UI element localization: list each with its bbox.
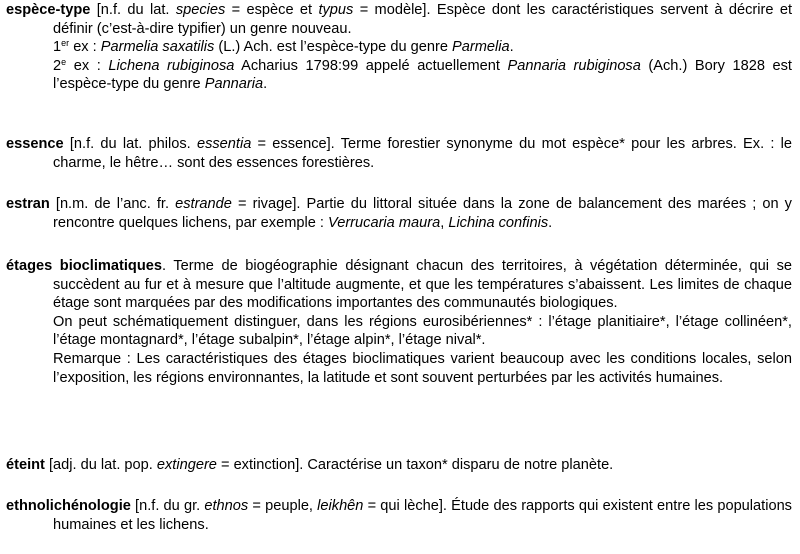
text-run: 1 xyxy=(53,39,62,56)
italic-term: Parmelia xyxy=(452,39,510,56)
text-run: [n.f. du gr. xyxy=(130,498,205,514)
text-run: ex : xyxy=(69,39,101,56)
italic-term: typus xyxy=(318,2,354,18)
italic-term: Pannaria rubiginosa xyxy=(507,57,641,74)
italic-term: Parmelia saxatilis xyxy=(100,39,215,56)
entry-definition xyxy=(6,257,792,313)
entry-term: ethnolichénologie xyxy=(6,498,131,514)
entry-definition xyxy=(6,195,792,232)
text-run: = espèce et xyxy=(225,2,319,18)
entry-term: étages bioclimatiques xyxy=(6,258,162,274)
entry-definition xyxy=(6,456,792,475)
italic-term: extingere xyxy=(156,457,217,473)
text-run: = rivage]. Partie du littoral située dans la zone de balancement des marées ; on y rencontre quelques lichens, par exemple : xyxy=(53,196,792,231)
entry-term: éteint xyxy=(6,457,45,473)
entry-ethnolichenologie xyxy=(6,497,792,534)
ordinal-superscript: er xyxy=(61,38,70,49)
text-run: . xyxy=(263,76,268,93)
text-run: [adj. du lat. pop. xyxy=(44,457,157,473)
text-run: On peut schématiquement distinguer, dans les régions eurosibériennes* : l’étage planitiaire*, l’étage collinéen*, l’étage montagnard*, l’étage subalpin*, l’étage alpin*, l’étage nival*. xyxy=(53,313,792,349)
entry-estran xyxy=(6,195,792,232)
text-run: . xyxy=(548,214,553,231)
entry-term: essence xyxy=(6,136,64,152)
entry-term: estran xyxy=(6,196,50,212)
italic-term: Lichina confinis xyxy=(448,214,549,231)
italic-term: essentia xyxy=(196,136,252,152)
entry-definition xyxy=(6,1,792,38)
italic-term: leikhên xyxy=(317,498,364,514)
entry-definition xyxy=(6,497,792,534)
entry-definition xyxy=(6,135,792,172)
text-run: = extinction]. Caractérise un taxon* disparu de notre planète. xyxy=(216,457,614,473)
text-run: [n.f. du lat. philos. xyxy=(63,136,197,152)
italic-term: species xyxy=(175,2,226,18)
entry-etages-bioclimatiques xyxy=(6,257,792,387)
text-run: = essence]. Terme forestier synonyme du mot espèce* pour les arbres. Ex. : le charme, le hêtre… sont des essences forestières. xyxy=(53,136,792,171)
entry-essence xyxy=(6,135,792,172)
text-run: [n.f. du lat. xyxy=(90,2,176,18)
text-run: [n.m. de l’anc. fr. xyxy=(49,196,176,212)
entry-term: espèce-type xyxy=(6,2,91,18)
entry-eteint xyxy=(6,456,792,475)
text-run: ex : xyxy=(66,57,109,74)
text-run: 2 xyxy=(53,57,62,74)
text-run: (L.) Ach. est l’espèce-type du genre xyxy=(214,39,453,56)
entry-espece-type xyxy=(6,1,792,94)
entry-subparagraph xyxy=(6,38,792,57)
text-run: Acharius 1798:99 appelé actuellement xyxy=(234,57,508,74)
text-run: (Ach.) Bory 1828 est l’espèce-type du genre xyxy=(53,57,792,93)
text-run: , xyxy=(440,214,449,231)
italic-term: estrande xyxy=(175,196,232,212)
italic-term: Verrucaria maura xyxy=(328,214,441,231)
italic-term: Pannaria xyxy=(204,76,264,93)
text-run: = modèle]. Espèce dont les caractéristiques servent à décrire et définir (c’est-à-dire typifier) un genre nouveau. xyxy=(53,2,792,37)
entry-subparagraph xyxy=(6,313,792,350)
entry-subparagraph xyxy=(6,350,792,387)
entry-subparagraph xyxy=(6,57,792,94)
ordinal-superscript: e xyxy=(61,56,67,67)
italic-term: Lichena rubiginosa xyxy=(108,57,235,74)
text-run: = peuple, xyxy=(248,498,318,514)
text-run: . xyxy=(509,39,514,56)
text-run: . Terme de biogéographie désignant chacun des territoires, à végétation déterminée, qui se succèdent au fur et à mesure que l’altitude augmente, et que les températures s’abaissent. Les limites de chaque étage sont marquées par des modifications importantes des communautés biologiques. xyxy=(53,258,792,312)
text-run: = qui lèche]. Étude des rapports qui existent entre les populations humaines et les lichens. xyxy=(53,498,792,533)
italic-term: ethnos xyxy=(204,498,249,514)
text-run: Remarque : Les caractéristiques des étages bioclimatiques varient beaucoup avec les conditions locales, selon l’exposition, les régions environnantes, la latitude et sont souvent perturbées par les activités humaines. xyxy=(53,350,792,386)
